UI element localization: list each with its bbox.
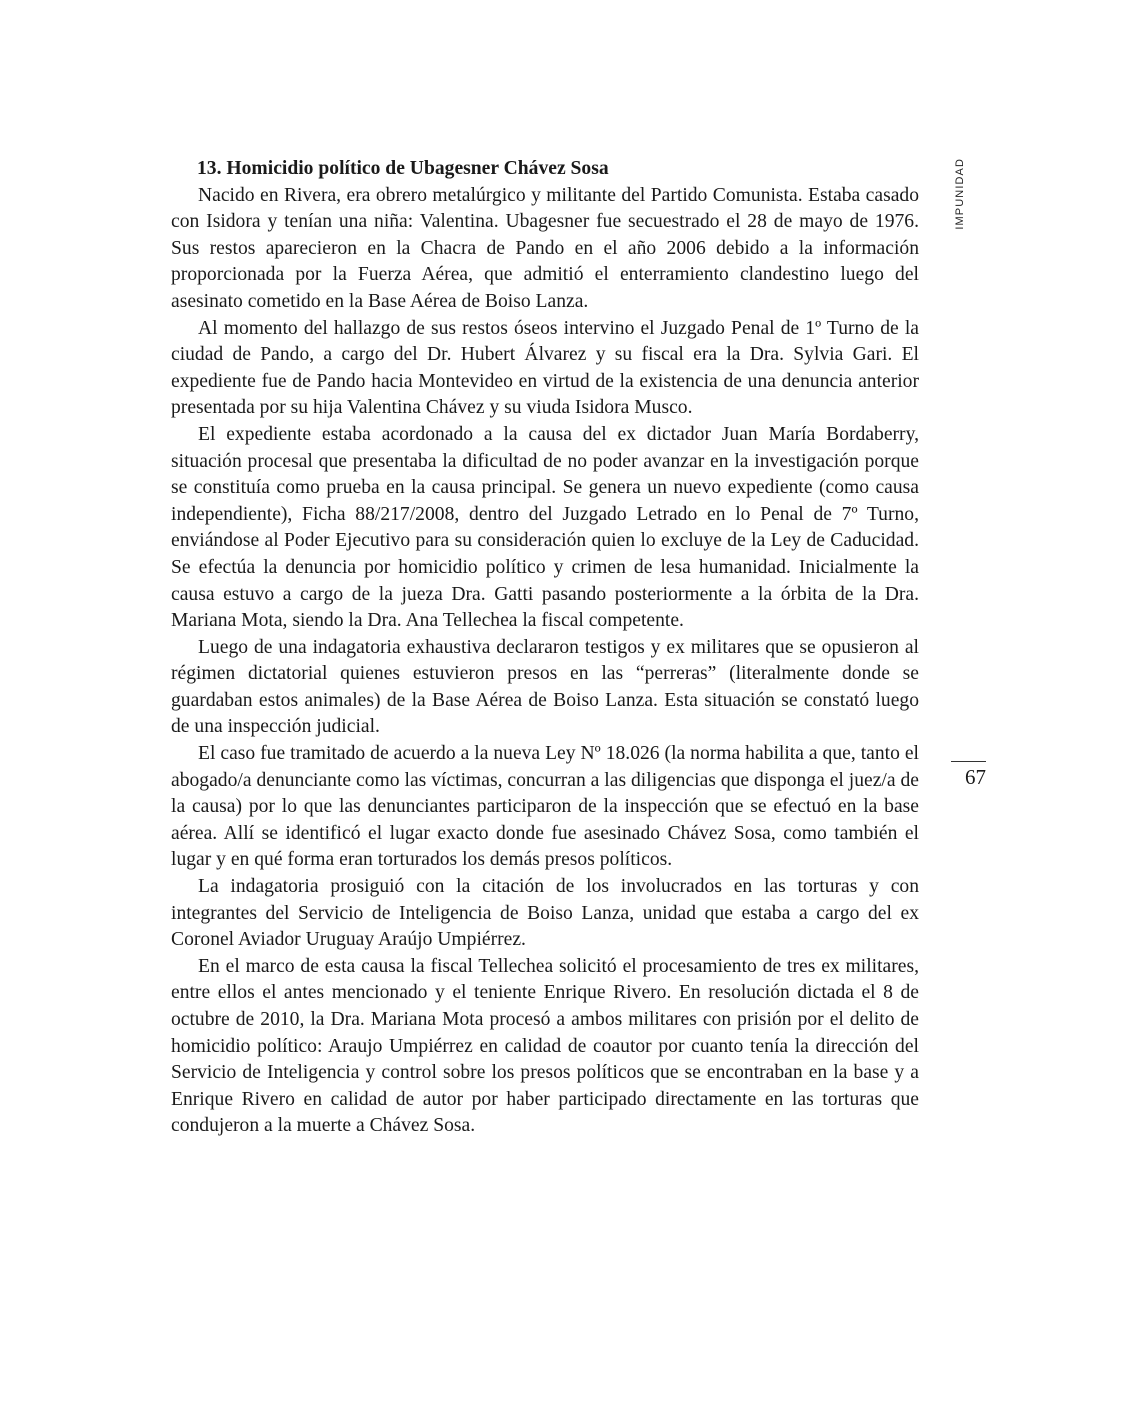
running-head-text: IMPUNIDAD bbox=[954, 158, 966, 230]
section-heading: 13. Homicidio político de Ubagesner Chávez Sosa bbox=[197, 158, 609, 179]
running-head bbox=[946, 158, 974, 238]
paragraph: El caso fue tramitado de acuerdo a la nueva Ley Nº 18.026 (la norma habilita a que, tanto el abogado/a denunciante como las víctimas, concurran a las diligencias que disponga el juez/a de la causa) por lo que las denunciantes participaron de la inspección que se efectuó en la base aérea. Allí se identificó el lugar exacto donde fue asesinado Chávez Sosa, como también el lugar y en qué forma eran torturados los demás presos políticos. bbox=[171, 743, 919, 871]
page-number-rule bbox=[951, 761, 986, 762]
section-body bbox=[171, 156, 919, 1140]
paragraph: Al momento del hallazgo de sus restos óseos intervino el Juzgado Penal de 1º Turno de la ciudad de Pando, a cargo del Dr. Hubert Álvarez y su fiscal era la Dra. Sylvia Gari. El expediente fue de Pando hacia Montevideo en virtud de la existencia de una denuncia anterior presentada por su hija Valentina Chávez y su viuda Isidora Musco. bbox=[171, 317, 919, 419]
paragraph: Nacido en Rivera, era obrero metalúrgico y militante del Partido Comunista. Estaba casado con Isidora y tenían una niña: Valentina. Ubagesner fue secuestrado el 28 de mayo de 1976. Sus restos aparecieron en la Chacra de Pando en el año 2006 debido a la información proporcionada por la Fuerza Aérea, que admitió el enterramiento clandestino luego del asesinato cometido en la Base Aérea de Boiso Lanza. bbox=[171, 184, 919, 312]
paragraph: La indagatoria prosiguió con la citación de los involucrados en las torturas y con integrantes del Servicio de Inteligencia de Boiso Lanza, unidad que estaba a cargo del ex Coronel Aviador Uruguay Araújo Umpiérrez. bbox=[171, 876, 919, 951]
page-number: 67 bbox=[965, 765, 986, 789]
paragraph: En el marco de esta causa la fiscal Tellechea solicitó el procesamiento de tres ex militares, entre ellos el antes mencionado y el teniente Enrique Rivero. En resolución dictada el 8 de octubre de 2010, la Dra. Mariana Mota procesó a ambos militares con prisión por el delito de homicidio político: Araujo Umpiérrez en calidad de coautor por cuanto tenía la dirección del Servicio de Inteligencia y control sobre los presos políticos que se encontraban en la base y a Enrique Rivero en calidad de autor por haber participado directamente en las torturas que condujeron a la muerte a Chávez Sosa. bbox=[171, 955, 919, 1137]
paragraph: Luego de una indagatoria exhaustiva declararon testigos y ex militares que se opusieron al régimen dictatorial quienes estuvieron presos en las “perreras” (literalmente donde se guardaban estos animales) de la Base Aérea de Boiso Lanza. Esta situación se constató luego de una inspección judicial. bbox=[171, 636, 919, 738]
paragraph: El expediente estaba acordonado a la causa del ex dictador Juan María Bordaberry, situación procesal que presentaba la dificultad de no poder avanzar en la investigación porque se constituía como prueba en la causa principal. Se genera un nuevo expediente (como causa independiente), Ficha 88/217/2008, dentro del Juzgado Letrado en lo Penal de 7º Turno, enviándose al Poder Ejecutivo para su consideración quien lo excluye de la Ley de Caducidad. Se efectúa la denuncia por homicidio político y crimen de lesa humanidad. Inicialmente la causa estuvo a cargo de la jueza Dra. Gatti pasando posteriormente a la órbita de la Dra. Mariana Mota, siendo la Dra. Ana Tellechea la fiscal competente. bbox=[171, 423, 919, 632]
